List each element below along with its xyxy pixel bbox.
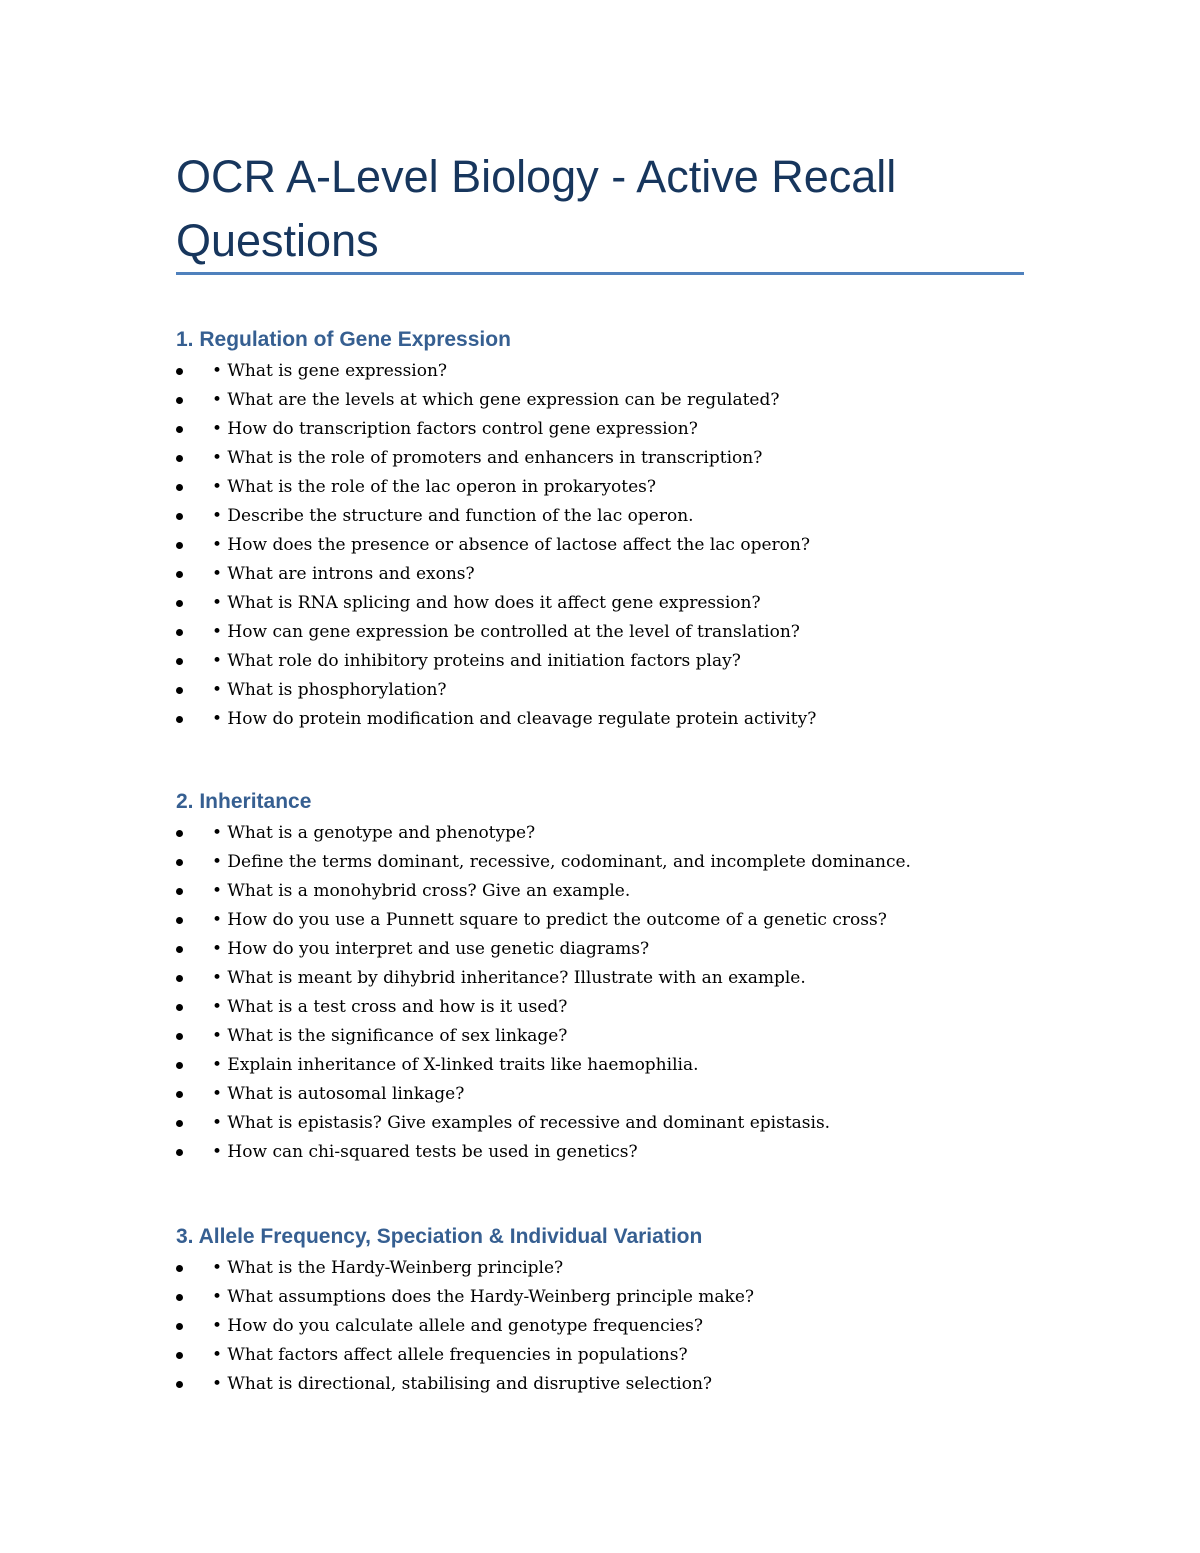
bullet-icon	[176, 1149, 183, 1156]
list-item: • What is the Hardy-Weinberg principle?	[176, 1254, 1076, 1283]
list-item: • What is RNA splicing and how does it affect gene expression?	[176, 589, 1076, 618]
bullet-icon	[176, 1091, 183, 1098]
list-item: • What is gene expression?	[176, 357, 1076, 386]
list-item: • What are introns and exons?	[176, 560, 1076, 589]
list-item: • How does the presence or absence of lactose affect the lac operon?	[176, 531, 1076, 560]
bullet-icon	[176, 571, 183, 578]
list-item: • What is a genotype and phenotype?	[176, 819, 1076, 848]
bullet-icon	[176, 687, 183, 694]
list-item: • Describe the structure and function of the lac operon.	[176, 502, 1076, 531]
list-item: • What is the significance of sex linkage?	[176, 1022, 1076, 1051]
list-item: • What is a test cross and how is it used?	[176, 993, 1076, 1022]
bullet-icon	[176, 513, 183, 520]
list-item: • How do protein modification and cleavage regulate protein activity?	[176, 705, 1076, 734]
list-item: • How can gene expression be controlled at the level of translation?	[176, 618, 1076, 647]
bullet-icon	[176, 629, 183, 636]
list-item: • What are the levels at which gene expression can be regulated?	[176, 386, 1076, 415]
section-regulation-of-gene-expression	[176, 325, 1076, 734]
bullet-icon	[176, 1294, 183, 1301]
bullet-icon	[176, 1323, 183, 1330]
section-heading: 3. Allele Frequency, Speciation & Individual Variation	[176, 1225, 703, 1248]
bullet-icon	[176, 600, 183, 607]
bullet-icon	[176, 716, 183, 723]
list-item: • How do you calculate allele and genotype frequencies?	[176, 1312, 1076, 1341]
list-item: • How can chi-squared tests be used in genetics?	[176, 1138, 1076, 1167]
bullet-icon	[176, 1004, 183, 1011]
section-allele-frequency-speciation	[176, 1222, 1076, 1399]
list-item: • What role do inhibitory proteins and initiation factors play?	[176, 647, 1076, 676]
list-item: • What is meant by dihybrid inheritance? Illustrate with an example.	[176, 964, 1076, 993]
list-item: • What is the role of promoters and enhancers in transcription?	[176, 444, 1076, 473]
bullet-icon	[176, 1265, 183, 1272]
bullet-icon	[176, 426, 183, 433]
list-item: • What factors affect allele frequencies in populations?	[176, 1341, 1076, 1370]
bullet-icon	[176, 1381, 183, 1388]
bullet-icon	[176, 917, 183, 924]
question-list	[176, 357, 1076, 734]
bullet-icon	[176, 658, 183, 665]
bullet-icon	[176, 830, 183, 837]
bullet-icon	[176, 1352, 183, 1359]
list-item: • What is phosphorylation?	[176, 676, 1076, 705]
bullet-icon	[176, 975, 183, 982]
question-list	[176, 819, 1076, 1167]
section-heading: 2. Inheritance	[176, 790, 312, 813]
bullet-icon	[176, 946, 183, 953]
title-underline	[176, 272, 1024, 275]
list-item: • What is a monohybrid cross? Give an example.	[176, 877, 1076, 906]
list-item: • What is the role of the lac operon in prokaryotes?	[176, 473, 1076, 502]
list-item: • What is epistasis? Give examples of recessive and dominant epistasis.	[176, 1109, 1076, 1138]
list-item: • What assumptions does the Hardy-Weinberg principle make?	[176, 1283, 1076, 1312]
section-inheritance	[176, 787, 1076, 1167]
bullet-icon	[176, 859, 183, 866]
list-item: • What is directional, stabilising and disruptive selection?	[176, 1370, 1076, 1399]
bullet-icon	[176, 368, 183, 375]
list-item: • What is autosomal linkage?	[176, 1080, 1076, 1109]
document-title: OCR A-Level Biology - Active Recall Questions	[176, 151, 897, 266]
bullet-icon	[176, 1062, 183, 1069]
bullet-icon	[176, 1120, 183, 1127]
list-item: • Define the terms dominant, recessive, codominant, and incomplete dominance.	[176, 848, 1076, 877]
bullet-icon	[176, 455, 183, 462]
list-item: • How do you interpret and use genetic diagrams?	[176, 935, 1076, 964]
section-heading: 1. Regulation of Gene Expression	[176, 328, 511, 351]
list-item: • Explain inheritance of X-linked traits like haemophilia.	[176, 1051, 1076, 1080]
list-item: • How do you use a Punnett square to predict the outcome of a genetic cross?	[176, 906, 1076, 935]
list-item: • How do transcription factors control gene expression?	[176, 415, 1076, 444]
bullet-icon	[176, 397, 183, 404]
bullet-icon	[176, 1033, 183, 1040]
bullet-icon	[176, 542, 183, 549]
question-list	[176, 1254, 1076, 1399]
bullet-icon	[176, 888, 183, 895]
bullet-icon	[176, 484, 183, 491]
